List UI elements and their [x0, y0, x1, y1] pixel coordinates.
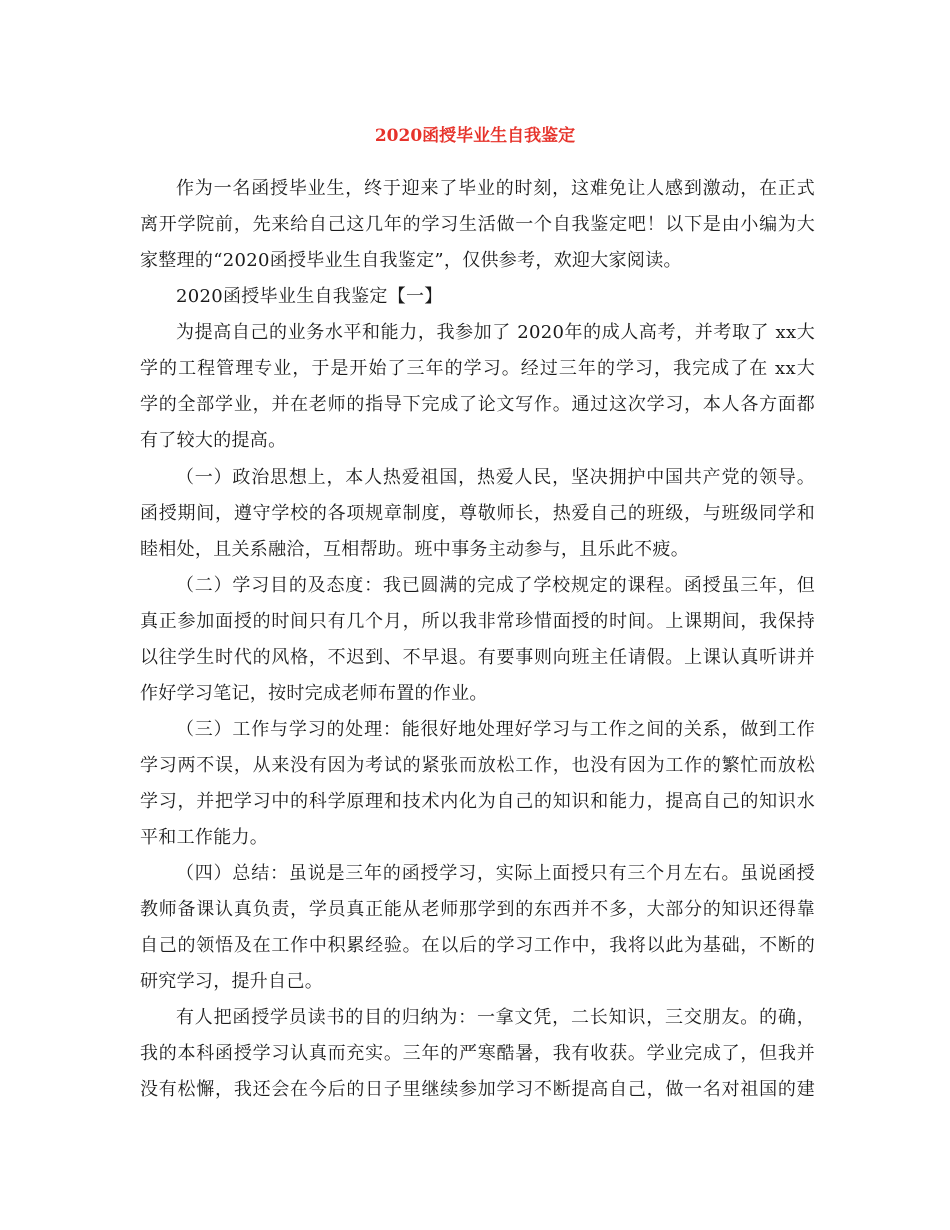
text-line: （一）政治思想上，本人热爱祖国，热爱人民，坚决拥护中国共产党的领导。 — [176, 467, 815, 488]
text-line: （四）总结：虽说是三年的函授学习，实际上面授只有三个月左右。虽说函授 — [176, 863, 815, 884]
text-line: 教师备课认真负责，学员真正能从老师那学到的东西并不多，大部分的知识还得靠 — [140, 899, 815, 920]
text-line: 睦相处，且关系融洽，互相帮助。班中事务主动参与，且乐此不疲。 — [140, 539, 689, 560]
text-line: 自己的领悟及在工作中积累经验。在以后的学习工作中，我将以此为基础，不断的 — [140, 935, 815, 956]
text-line: 学的工程管理专业，于是开始了三年的学习。经过三年的学习，我完成了在 xx大 — [140, 358, 815, 379]
text-line: 有人把函授学员读书的目的归纳为：一拿文凭，二长知识，三交朋友。的确， — [176, 1007, 815, 1028]
text-line: 平和工作能力。 — [140, 827, 269, 848]
text-line: 学习，并把学习中的科学原理和技术内化为自己的知识和能力，提高自己的知识水 — [140, 791, 815, 812]
text-line: 真正参加面授的时间只有几个月，所以我非常珍惜面授的时间。上课期间，我保持 — [140, 611, 815, 632]
text-line: 为提高自己的业务水平和能力，我参加了 2020年的成人高考，并考取了 xx大 — [176, 322, 815, 343]
text-line: 家整理的“2020函授毕业生自我鉴定”，仅供参考，欢迎大家阅读。 — [140, 250, 682, 271]
text-line: 有了较大的提高。 — [140, 430, 287, 451]
text-line: （二）学习目的及态度：我已圆满的完成了学校规定的课程。函授虽三年，但 — [176, 575, 815, 596]
text-line: 学的全部学业，并在老师的指导下完成了论文写作。通过这次学习，本人各方面都 — [140, 394, 815, 415]
text-line: （三）工作与学习的处理：能很好地处理好学习与工作之间的关系，做到工作 — [176, 719, 815, 740]
text-line: 学习两不误，从来没有因为考试的紧张而放松工作，也没有因为工作的繁忙而放松 — [140, 755, 815, 776]
section-heading: 2020函授毕业生自我鉴定【一】 — [176, 286, 443, 307]
text-line: 离开学院前，先来给自己这几年的学习生活做一个自我鉴定吧！以下是由小编为大 — [140, 214, 815, 235]
page-title: 2020函授毕业生自我鉴定 — [374, 126, 576, 146]
text-line: 以往学生时代的风格，不迟到、不早退。有要事则向班主任请假。上课认真听讲并 — [140, 647, 815, 668]
text-line: 函授期间，遵守学校的各项规章制度，尊敬师长，热爱自己的班级，与班级同学和 — [140, 503, 815, 524]
text-line: 作好学习笔记，按时完成老师布置的作业。 — [140, 683, 488, 704]
text-line: 作为一名函授毕业生，终于迎来了毕业的时刻，这难免让人感到激动，在正式 — [176, 178, 815, 199]
text-line: 研究学习，提升自己。 — [140, 971, 323, 992]
text-line: 我的本科函授学习认真而充实。三年的严寒酷暑，我有收获。学业完成了，但我并 — [140, 1043, 815, 1064]
text-line: 没有松懈，我还会在今后的日子里继续参加学习不断提高自己，做一名对祖国的建 — [140, 1079, 815, 1100]
